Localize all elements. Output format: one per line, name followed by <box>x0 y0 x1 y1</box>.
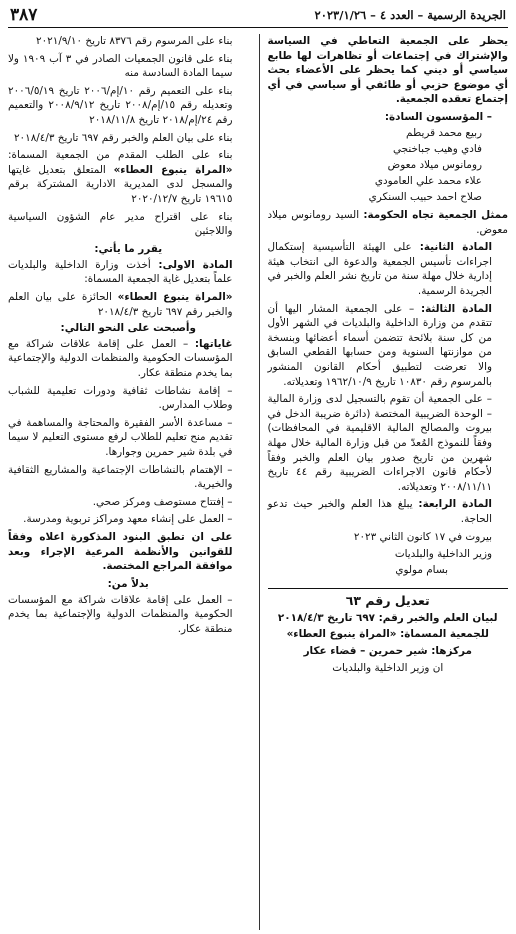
article-four <box>268 497 509 526</box>
amendment-location: مركزها: شير حمرين – قضاء عكار <box>303 644 472 657</box>
goals-paragraph <box>8 337 249 381</box>
article-three-text: – على الجمعية المشار اليها أن تتقدم من وزارة الداخلية والبلديات في الشهر الأول من كل سنة بلائحة تتضمن أسماء أعضائها وبنسخة من موازنتها السنوية ومن حسابها القطعي السابق والا تعرضت لتطبيق أحكام القانون المنشور بالمرسوم رقم ١٠٨٣٠ تاريخ ١٩٦٢/١٠/٩ وتعديلاته. <box>267 302 492 388</box>
article-two <box>268 240 509 298</box>
association-name: «المراة ينبوع العطاء» <box>117 291 233 303</box>
preamble-law: بناء على قانون الجمعيات الصادر في ٣ آب ١٩٠٩ ولا سيما المادة السادسة منه <box>8 52 233 80</box>
founder-item: صلاح احمد حبيب السنكري <box>368 191 482 204</box>
preamble-circular: بناء على التعميم رقم ١٠/إم/٢٠٠٦ تاريخ ٢٠٠٦/٥/١٩ وتعديله رقم ١٥/إم/٢٠٠٨ تاريخ ٢٠٠٨/٩/١٢ والتعميم رقم ٢٤/إم/٢٠١٨ تاريخ ٢٠١٨/١١/٨ <box>8 84 233 126</box>
prohibition-paragraph: يحظر على الجمعية التعاطي في السياسة والإشتراك في إجتماعات أو تظاهرات لها طابع سياسي أو ديني كما يحظر على الأعضاء بحث أي موضوع حزبي أو طائفي أو سياسي في أي إجتماع تعقده الجمعية. <box>267 35 508 106</box>
instead-heading: بدلاً من: <box>107 577 149 590</box>
article-four-label: المادة الرابعة: <box>418 498 492 511</box>
founder-item: ربيع محمد قريطم <box>406 127 482 140</box>
became-heading: وأصبحت على النحو التالي: <box>60 321 196 334</box>
goal-item: – إقامة نشاطات ثقافية ودورات تعليمية للشباب وطلاب المدارس. <box>8 384 233 412</box>
goal-item: – العمل على إنشاء معهد ومراكز تربوية ومدرسة. <box>23 513 233 526</box>
decides-heading: يقرر ما يأتي: <box>94 242 163 255</box>
preamble-statement: بناء على بيان العلم والخبر رقم ٦٩٧ تاريخ ٢٠١٨/٤/٣ <box>13 131 233 144</box>
article-one <box>8 258 249 287</box>
request-text: بناء على الطلب المقدم من الجمعية المسماة: <box>8 149 233 162</box>
amendment-minister: ان وزير الداخلية والبلديات <box>332 662 444 675</box>
goal-item: – إفتتاح مستوصف ومركز صحي. <box>92 495 233 508</box>
signer-title: وزير الداخلية والبلديات <box>394 548 492 561</box>
article-one-rest: الحائزة على بيان العلم والخبر رقم ٦٩٧ تاريخ ٢٠١٨/٤/٣ <box>8 291 233 318</box>
body-columns <box>8 28 508 930</box>
article-two-label: المادة الثانية: <box>419 241 493 254</box>
amendment-title: تعديل رقم ٦٣ <box>268 588 509 609</box>
preamble-proposal: بناء على اقتراح مدير عام الشؤون السياسية واللاجئين <box>8 210 233 238</box>
place-date: بيروت في ١٧ كانون الثاني ٢٠٢٣ <box>353 530 492 543</box>
goal-item: – مساعدة الأسر الفقيرة والمحتاجة والمساهمة في تقديم منح تعليم للطلاب لرفع مستوى التعليم لا سيما في بلدة شير حمرين وجوارها. <box>8 416 233 458</box>
old-goal: – العمل على إقامة علاقات شراكة مع المؤسسات الحكومية والمنظمات الدولية والإجتماعية بما يخدم منطقة عكار. <box>8 593 233 635</box>
gazette-issue-title: الجريدة الرسمية – العدد ٤ – ٢٠٢٣/١/٢٦ <box>314 8 506 23</box>
article-four-text: يبلغ هذا العلم والخبر حيث تدعو الحاجة. <box>267 498 492 525</box>
goals-label: غاياتها: <box>194 337 233 350</box>
amendment-ref: لبيان العلم والخبر رقم: ٦٩٧ تاريخ ٢٠١٨/٤/٣ <box>277 612 498 625</box>
left-column <box>8 34 249 930</box>
rep-label: ممثل الجمعية تجاه الحكومة: <box>363 209 508 222</box>
signer-name: بسام مولوي <box>395 564 448 577</box>
article-one-text: أخذت وزارة الداخلية والبلديات علماً بتعديل غاية الجمعية المسماة: <box>8 258 233 286</box>
founders-title: – المؤسسون السادة: <box>384 110 492 123</box>
goals-text: – العمل على إقامة علاقات شراكة مع المؤسسات الحكومية والمنظمات الدولية والإجتماعية بما يخدم منطقة عكار. <box>8 337 233 379</box>
goal-item: – الإهتمام بالنشاطات الإجتماعية والمشاريع الثقافية والخيرية. <box>8 463 233 491</box>
preamble-request <box>8 148 249 206</box>
article-one-association <box>8 290 249 319</box>
condition-paragraph: على ان تطبق البنود المذكورة اعلاه وفقاً للقوانين والأنظمة المرعية الإجراء وبعد موافقة المراجع المختصة. <box>8 530 233 573</box>
request-rest: المتعلق بتعديل غايتها والمسجل لدى المديرية الادارية المشتركة برقم ١٩٦١٥ تاريخ ٢٠٢٠/١٢/٧ <box>8 163 233 205</box>
article-three-tax-registration: – على الجمعية أن تقوم بالتسجيل لدى وزارة المالية – الوحدة الضريبية المختصة (دائرة ضريبة الدخل في بيروت والمصالح المالية الاقليمية في المحافظات) وفقاً للنموذج المُعدّ من قبل وزارة المالية خلال مهلة شهرين من تاريخ صدور بيان العلم والخبر وفقاً لأحكام قانون الاجراءات الضريبية رقم ٤٤ تاريخ ٢٠٠٨/١١/١١ وتعديلاته. <box>267 393 492 493</box>
page-number: ٣٨٧ <box>10 5 38 26</box>
association-name: «المراة ينبوع العطاء» <box>113 163 233 176</box>
rep-text: السيد رومانوس ميلاد معوض. <box>267 209 508 236</box>
article-two-text: على الهيئة التأسيسية إستكمال اجراءات تأسيس الجمعية والدعوة الى انتخاب هيئة إدارية خلال مهلة سنة من تاريخ نشر العلم والخبر في الجريدة الرسمية. <box>267 241 492 297</box>
page-header <box>8 4 508 28</box>
founder-item: فادي وهيب جباخنجي <box>393 143 482 156</box>
founder-item: علاء محمد علي العامودي <box>374 175 482 188</box>
amendment-association: للجمعية المسماة: «المراة ينبوع العطاء» <box>286 628 489 641</box>
preamble-decree: بناء على المرسوم رقم ٨٣٧٦ تاريخ ٢٠٢١/٩/١٠ <box>36 35 233 47</box>
article-three <box>268 302 509 390</box>
right-column <box>259 34 509 930</box>
article-three-label: المادة الثالثة: <box>420 302 492 315</box>
article-one-label: المادة الاولى: <box>158 258 233 271</box>
founder-item: رومانوس ميلاد معوض <box>387 159 482 172</box>
government-representative <box>268 208 509 237</box>
